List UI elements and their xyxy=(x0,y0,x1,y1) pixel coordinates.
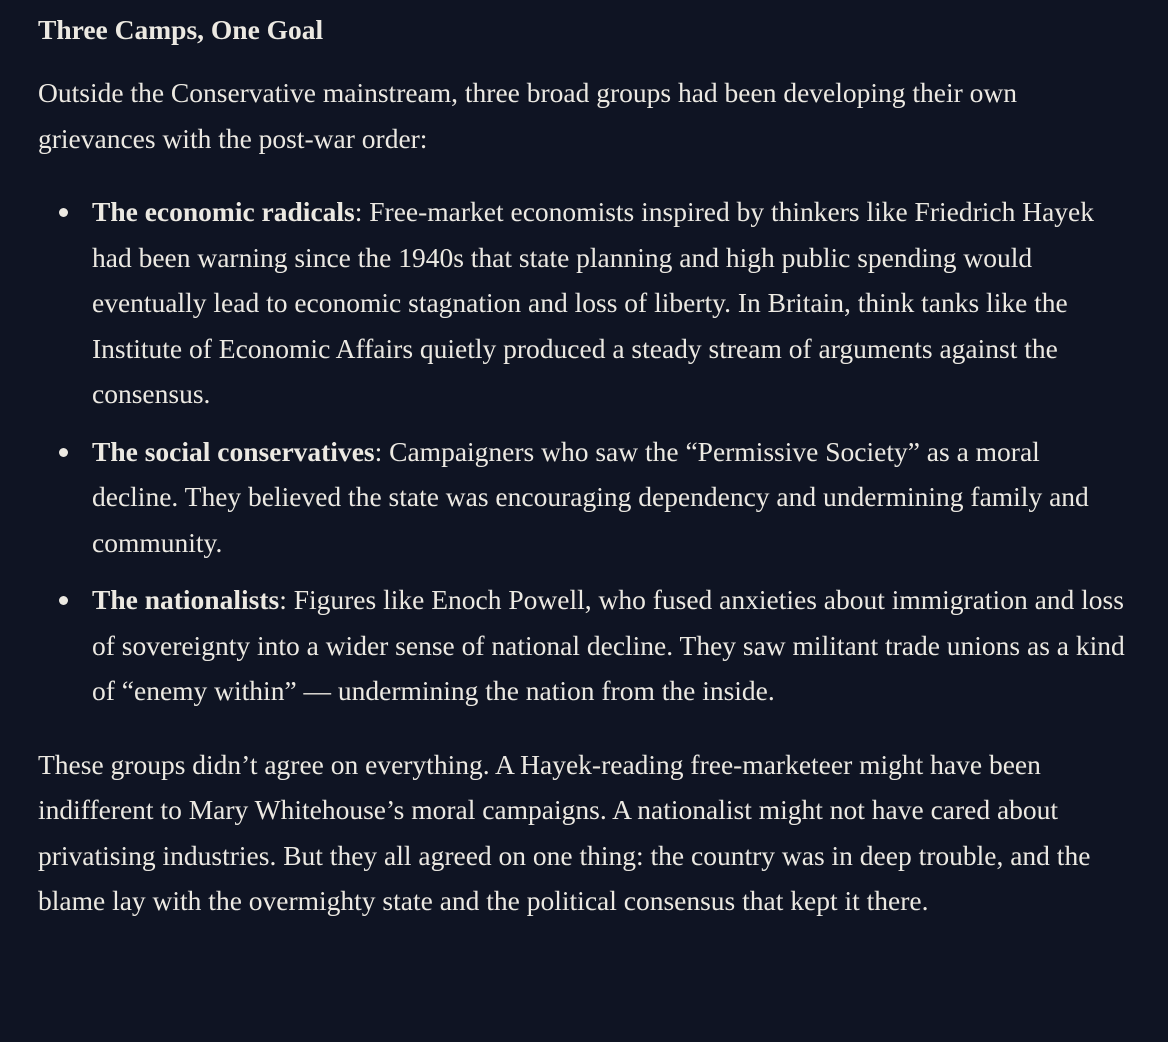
section-heading: Three Camps, One Goal xyxy=(38,14,324,45)
list-item-text: : Campaigners who saw the “Permissive Society” as a moral decline. They believed the state was encouraging dependency and undermining family and community. xyxy=(92,435,1089,558)
list-item-text: : Figures like Enoch Powell, who fused anxieties about immigration and loss of sovereignty into a wider sense of national decline. They saw militant trade unions as a kind of “enemy within” — undermining the nation from the inside. xyxy=(92,584,1125,706)
list-item-economic-radicals xyxy=(92,189,1128,417)
list-item-nationalists xyxy=(92,577,1128,714)
list-item-term: The nationalists xyxy=(92,584,280,615)
intro-paragraph: Outside the Conservative mainstream, three broad groups had been developing their own grievances with the post-war order: xyxy=(38,77,1018,154)
list-item-term: The economic radicals xyxy=(92,196,355,227)
bullet-icon xyxy=(59,596,68,605)
list-item-term: The social conservatives xyxy=(92,435,375,467)
list-item-text: : Free-market economists inspired by thinkers like Friedrich Hayek had been warning since the 1940s that state planning and high public spending would eventually lead to economic stagnation and loss of liberty. In Britain, think tanks like the Institute of Economic Affairs quietly produced a steady stream of arguments against the consensus. xyxy=(92,196,1095,409)
closing-paragraph: These groups didn’t agree on everything. A Hayek-reading free-marketeer might have been indifferent to Mary Whitehouse’s moral campaigns. A nationalist might not have cared about privatising industries. But they all agreed on one thing: the country was in deep trouble, and the blame lay with the overmighty state and the political consensus that kept it there. xyxy=(38,748,1091,916)
bullet-icon xyxy=(59,208,68,217)
groups-list xyxy=(38,189,1128,714)
bullet-icon xyxy=(59,448,68,457)
list-item-social-conservatives xyxy=(92,429,1128,566)
